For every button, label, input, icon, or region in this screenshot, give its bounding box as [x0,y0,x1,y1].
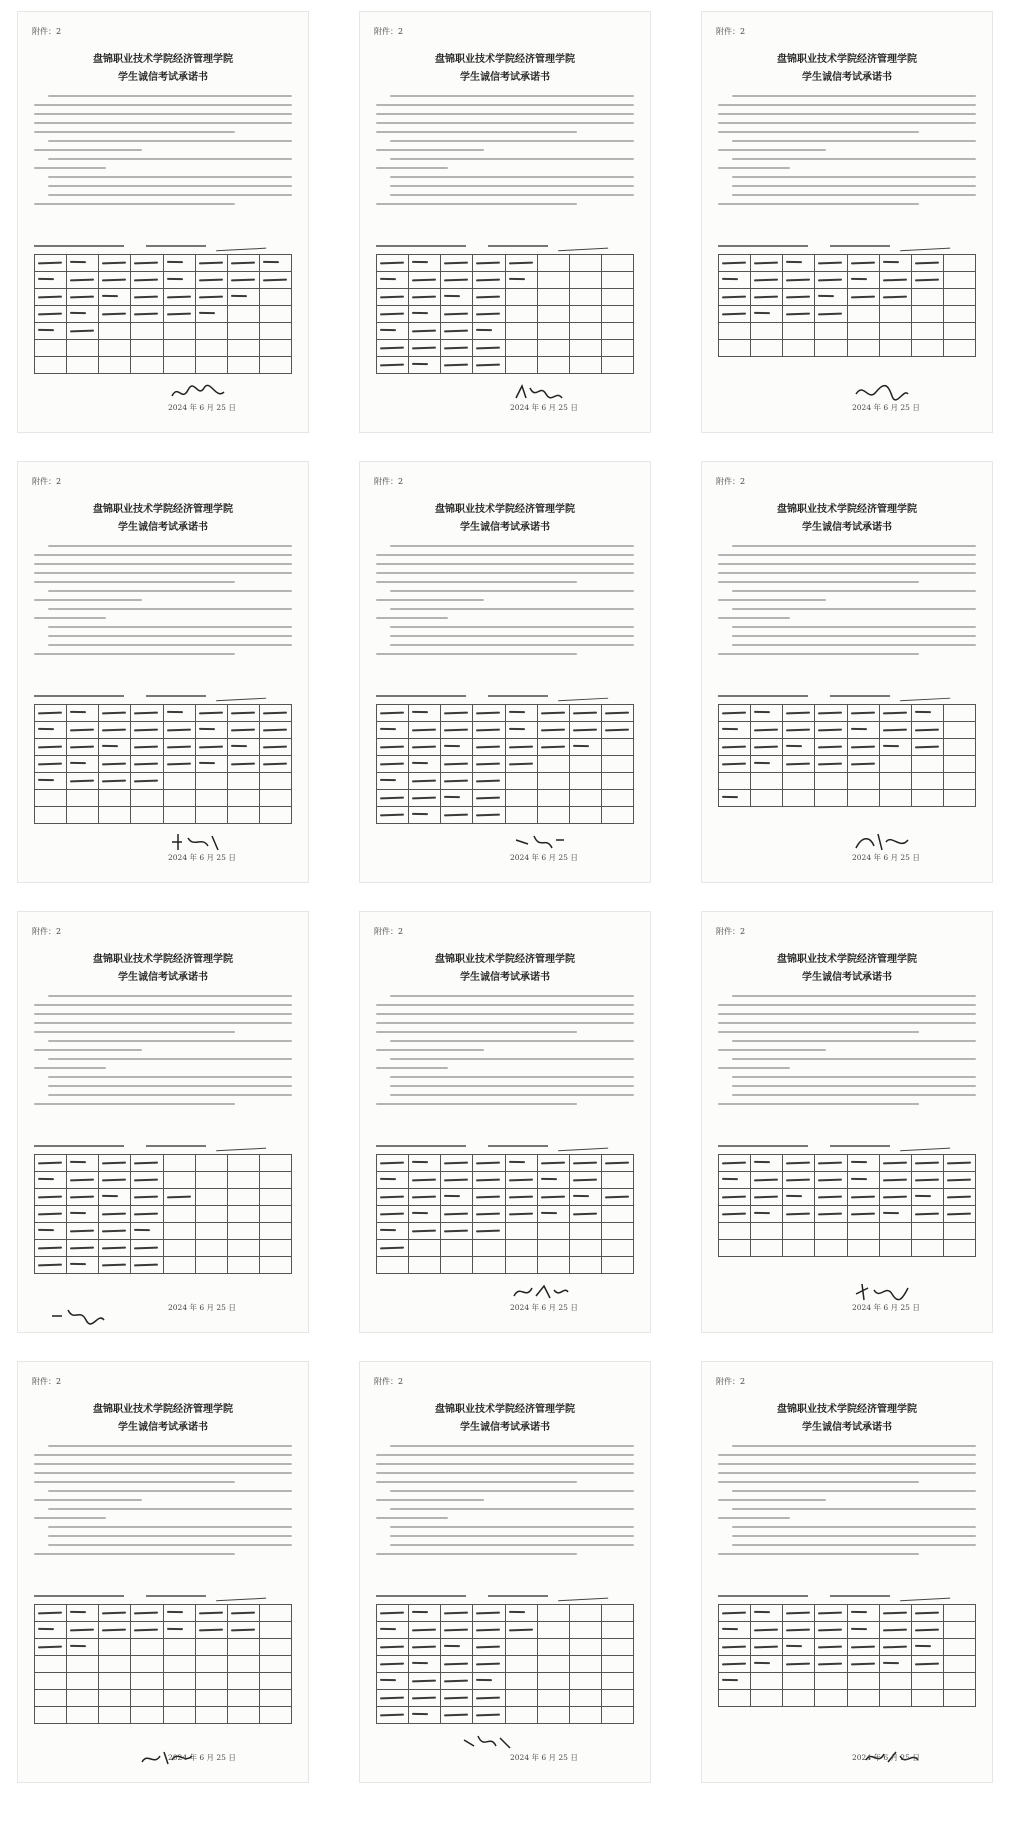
pledge-page [18,12,308,432]
doc-title: 学生诚信考试承诺书 [802,522,892,533]
pledge-date: 2024 年 6 月 25 日 [168,853,236,862]
school-name: 盘锦职业技术学院经济管理学院 [93,504,233,515]
roster-header [718,692,976,702]
doc-title: 学生诚信考试承诺书 [118,522,208,533]
signature [510,380,570,404]
roster-header [718,1142,976,1152]
student-roster [718,1604,976,1707]
signature [168,830,228,854]
pledge-body [718,988,976,1138]
school-name: 盘锦职业技术学院经济管理学院 [777,954,917,965]
pledge-page [360,12,650,432]
doc-title: 学生诚信考试承诺书 [118,972,208,983]
roster-header [718,242,976,252]
pledge-body [376,1438,634,1588]
pledge-page [18,462,308,882]
doc-title: 学生诚信考试承诺书 [460,972,550,983]
school-name: 盘锦职业技术学院经济管理学院 [93,954,233,965]
doc-title: 学生诚信考试承诺书 [802,972,892,983]
attachment-label: 附件：2 [32,27,62,36]
roster-header [376,1142,634,1152]
signature [852,830,912,854]
roster-header [376,242,634,252]
pledge-body [34,1438,292,1588]
attachment-label: 附件：2 [32,927,62,936]
attachment-label: 附件：2 [374,927,404,936]
pledge-date: 2024 年 6 月 25 日 [510,1303,578,1312]
attachment-label: 附件：2 [716,927,746,936]
roster-header [34,1592,292,1602]
school-name: 盘锦职业技术学院经济管理学院 [777,504,917,515]
pledge-page [702,1362,992,1782]
student-roster [376,704,634,824]
signature [852,380,912,404]
doc-title: 学生诚信考试承诺书 [460,1422,550,1433]
doc-title: 学生诚信考试承诺书 [118,1422,208,1433]
roster-header [34,1142,292,1152]
pledge-page [702,462,992,882]
pledge-date: 2024 年 6 月 25 日 [852,1303,920,1312]
pledge-body [376,538,634,688]
school-name: 盘锦职业技术学院经济管理学院 [435,54,575,65]
student-roster [34,1154,292,1274]
attachment-label: 附件：2 [374,477,404,486]
student-roster [34,1604,292,1724]
student-roster [376,1154,634,1274]
pledge-body [376,88,634,238]
attachment-label: 附件：2 [32,477,62,486]
roster-header [34,242,292,252]
student-roster [718,254,976,357]
pledge-body [376,988,634,1138]
student-roster [718,1154,976,1257]
pledge-date: 2024 年 6 月 25 日 [168,1303,236,1312]
pledge-date: 2024 年 6 月 25 日 [168,403,236,412]
pledge-body [718,538,976,688]
pledge-body [718,88,976,238]
attachment-label: 附件：2 [374,1377,404,1386]
attachment-label: 附件：2 [716,27,746,36]
signature [460,1730,520,1754]
pledge-page [702,912,992,1332]
school-name: 盘锦职业技术学院经济管理学院 [435,1404,575,1415]
pledge-date: 2024 年 6 月 25 日 [852,1753,920,1762]
pledge-page [18,1362,308,1782]
signature [168,380,228,404]
signature [510,1280,570,1304]
attachment-label: 附件：2 [32,1377,62,1386]
attachment-label: 附件：2 [374,27,404,36]
signature [852,1280,912,1304]
roster-header [376,692,634,702]
pledge-page [360,1362,650,1782]
pledge-page [18,912,308,1332]
student-roster [376,1604,634,1724]
school-name: 盘锦职业技术学院经济管理学院 [93,1404,233,1415]
student-roster [718,704,976,807]
school-name: 盘锦职业技术学院经济管理学院 [435,504,575,515]
roster-header [34,692,292,702]
pledge-date: 2024 年 6 月 25 日 [852,853,920,862]
doc-title: 学生诚信考试承诺书 [460,72,550,83]
attachment-label: 附件：2 [716,477,746,486]
roster-header [376,1592,634,1602]
school-name: 盘锦职业技术学院经济管理学院 [777,1404,917,1415]
pledge-date: 2024 年 6 月 25 日 [510,853,578,862]
pledge-date: 2024 年 6 月 25 日 [510,1753,578,1762]
student-roster [34,254,292,374]
pledge-body [34,88,292,238]
attachment-label: 附件：2 [716,1377,746,1386]
school-name: 盘锦职业技术学院经济管理学院 [93,54,233,65]
doc-title: 学生诚信考试承诺书 [802,1422,892,1433]
pledge-body [718,1438,976,1588]
doc-title: 学生诚信考试承诺书 [460,522,550,533]
pledge-page [360,462,650,882]
doc-title: 学生诚信考试承诺书 [802,72,892,83]
pledge-page [360,912,650,1332]
pledge-date: 2024 年 6 月 25 日 [168,1753,236,1762]
signature [510,830,570,854]
pledge-date: 2024 年 6 月 25 日 [510,403,578,412]
pledge-date: 2024 年 6 月 25 日 [852,403,920,412]
pledge-body [34,538,292,688]
roster-header [718,1592,976,1602]
doc-title: 学生诚信考试承诺书 [118,72,208,83]
school-name: 盘锦职业技术学院经济管理学院 [435,954,575,965]
pledge-page [702,12,992,432]
student-roster [34,704,292,824]
school-name: 盘锦职业技术学院经济管理学院 [777,54,917,65]
pledge-body [34,988,292,1138]
student-roster [376,254,634,374]
signature [48,1304,108,1328]
